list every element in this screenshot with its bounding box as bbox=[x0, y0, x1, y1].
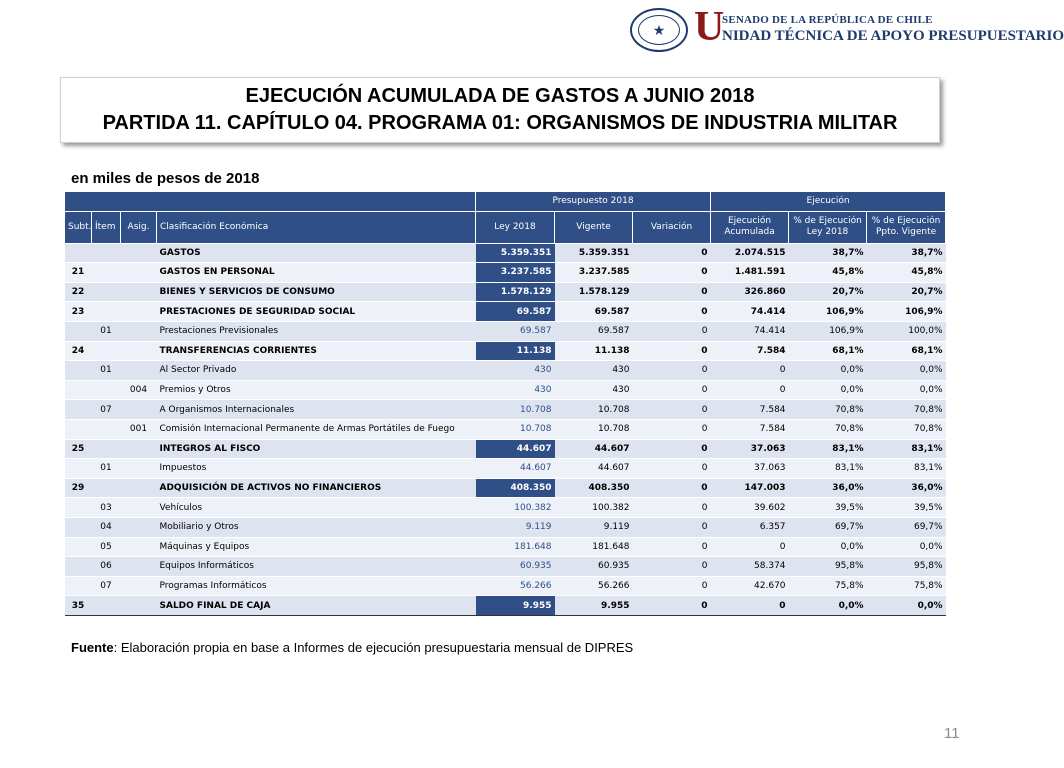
cell-pct-ley: 69,7% bbox=[789, 517, 867, 537]
cell-item bbox=[92, 596, 121, 616]
cell-pct-vigente: 83,1% bbox=[867, 459, 946, 479]
cell-subt bbox=[65, 557, 92, 577]
cell-pct-ley: 39,5% bbox=[789, 498, 867, 518]
cell-label: Comisión Internacional Permanente de Armas Portátiles de Fuego bbox=[157, 419, 476, 439]
cell-variacion: 0 bbox=[633, 439, 711, 459]
cell-subt bbox=[65, 400, 92, 420]
cell-asig bbox=[121, 361, 157, 381]
cell-label: TRANSFERENCIAS CORRIENTES bbox=[157, 341, 476, 361]
cell-ley: 1.578.129 bbox=[476, 282, 555, 302]
cell-pct-ley: 0,0% bbox=[789, 596, 867, 616]
cell-vigente: 100.382 bbox=[555, 498, 633, 518]
cell-vigente: 408.350 bbox=[555, 478, 633, 498]
cell-item: 01 bbox=[92, 321, 121, 341]
header-item: Ítem bbox=[92, 211, 121, 243]
cell-subt bbox=[65, 380, 92, 400]
cell-variacion: 0 bbox=[633, 517, 711, 537]
table-row bbox=[65, 419, 946, 439]
header-subt: Subt. bbox=[65, 211, 92, 243]
cell-subt: 21 bbox=[65, 263, 92, 283]
cell-subt bbox=[65, 321, 92, 341]
table-row bbox=[65, 341, 946, 361]
cell-item bbox=[92, 341, 121, 361]
table-row bbox=[65, 282, 946, 302]
cell-variacion: 0 bbox=[633, 282, 711, 302]
cell-vigente: 10.708 bbox=[555, 400, 633, 420]
cell-ejecucion: 0 bbox=[711, 596, 789, 616]
logo-initial: U bbox=[694, 4, 725, 50]
cell-variacion: 0 bbox=[633, 400, 711, 420]
cell-subt bbox=[65, 537, 92, 557]
star-icon: ★ bbox=[638, 15, 680, 45]
cell-vigente: 10.708 bbox=[555, 419, 633, 439]
cell-label: GASTOS EN PERSONAL bbox=[157, 263, 476, 283]
cell-ley: 9.955 bbox=[476, 596, 555, 616]
cell-ejecucion: 58.374 bbox=[711, 557, 789, 577]
table-row bbox=[65, 361, 946, 381]
cell-label: Máquinas y Equipos bbox=[157, 537, 476, 557]
cell-item bbox=[92, 243, 121, 263]
cell-item: 07 bbox=[92, 576, 121, 596]
cell-ley: 10.708 bbox=[476, 400, 555, 420]
cell-variacion: 0 bbox=[633, 341, 711, 361]
cell-item bbox=[92, 302, 121, 322]
table-row bbox=[65, 498, 946, 518]
header-ejecucion: Ejecución bbox=[711, 192, 946, 212]
cell-vigente: 9.955 bbox=[555, 596, 633, 616]
cell-subt: 35 bbox=[65, 596, 92, 616]
cell-pct-ley: 45,8% bbox=[789, 263, 867, 283]
cell-vigente: 44.607 bbox=[555, 439, 633, 459]
cell-item bbox=[92, 263, 121, 283]
cell-label: Impuestos bbox=[157, 459, 476, 479]
cell-vigente: 9.119 bbox=[555, 517, 633, 537]
cell-label: Prestaciones Previsionales bbox=[157, 321, 476, 341]
cell-ley: 181.648 bbox=[476, 537, 555, 557]
cell-variacion: 0 bbox=[633, 321, 711, 341]
cell-pct-vigente: 75,8% bbox=[867, 576, 946, 596]
cell-variacion: 0 bbox=[633, 302, 711, 322]
cell-ejecucion: 74.414 bbox=[711, 321, 789, 341]
cell-asig bbox=[121, 263, 157, 283]
cell-pct-vigente: 0,0% bbox=[867, 380, 946, 400]
table-row bbox=[65, 380, 946, 400]
cell-pct-vigente: 39,5% bbox=[867, 498, 946, 518]
cell-subt: 22 bbox=[65, 282, 92, 302]
logo-unit-text: NIDAD TÉCNICA DE APOYO PRESUPUESTARIO bbox=[722, 28, 1064, 44]
cell-ley: 60.935 bbox=[476, 557, 555, 577]
cell-asig bbox=[121, 243, 157, 263]
cell-pct-ley: 75,8% bbox=[789, 576, 867, 596]
cell-ejecucion: 0 bbox=[711, 380, 789, 400]
cell-ley: 69.587 bbox=[476, 321, 555, 341]
table-header-group-row bbox=[65, 192, 946, 212]
cell-vigente: 5.359.351 bbox=[555, 243, 633, 263]
cell-variacion: 0 bbox=[633, 243, 711, 263]
cell-variacion: 0 bbox=[633, 419, 711, 439]
cell-ejecucion: 39.602 bbox=[711, 498, 789, 518]
cell-subt: 23 bbox=[65, 302, 92, 322]
cell-ley: 100.382 bbox=[476, 498, 555, 518]
cell-pct-vigente: 0,0% bbox=[867, 361, 946, 381]
cell-item bbox=[92, 419, 121, 439]
cell-pct-ley: 20,7% bbox=[789, 282, 867, 302]
cell-asig bbox=[121, 498, 157, 518]
table-row bbox=[65, 459, 946, 479]
cell-asig bbox=[121, 537, 157, 557]
cell-asig bbox=[121, 478, 157, 498]
budget-table bbox=[64, 191, 946, 616]
cell-subt bbox=[65, 361, 92, 381]
cell-pct-vigente: 38,7% bbox=[867, 243, 946, 263]
header-pct-ley: % de Ejecución Ley 2018 bbox=[789, 211, 867, 243]
cell-variacion: 0 bbox=[633, 263, 711, 283]
cell-pct-vigente: 100,0% bbox=[867, 321, 946, 341]
cell-ejecucion: 7.584 bbox=[711, 400, 789, 420]
cell-variacion: 0 bbox=[633, 596, 711, 616]
title-line-2: PARTIDA 11. CAPÍTULO 04. PROGRAMA 01: ORGANISMOS DE INDUSTRIA MILITAR bbox=[102, 112, 898, 134]
cell-asig: 001 bbox=[121, 419, 157, 439]
source-label: Fuente bbox=[71, 640, 114, 655]
cell-subt: 24 bbox=[65, 341, 92, 361]
cell-item: 03 bbox=[92, 498, 121, 518]
table-row bbox=[65, 557, 946, 577]
table-row bbox=[65, 478, 946, 498]
cell-item bbox=[92, 439, 121, 459]
cell-item: 05 bbox=[92, 537, 121, 557]
cell-ley: 408.350 bbox=[476, 478, 555, 498]
cell-item: 01 bbox=[92, 361, 121, 381]
cell-ley: 3.237.585 bbox=[476, 263, 555, 283]
cell-pct-ley: 95,8% bbox=[789, 557, 867, 577]
cell-variacion: 0 bbox=[633, 557, 711, 577]
table-row bbox=[65, 576, 946, 596]
cell-vigente: 69.587 bbox=[555, 302, 633, 322]
cell-pct-ley: 38,7% bbox=[789, 243, 867, 263]
cell-vigente: 11.138 bbox=[555, 341, 633, 361]
cell-label: PRESTACIONES DE SEGURIDAD SOCIAL bbox=[157, 302, 476, 322]
cell-subt bbox=[65, 517, 92, 537]
cell-label: Al Sector Privado bbox=[157, 361, 476, 381]
cell-pct-vigente: 83,1% bbox=[867, 439, 946, 459]
cell-subt bbox=[65, 498, 92, 518]
cell-item bbox=[92, 380, 121, 400]
cell-vigente: 430 bbox=[555, 380, 633, 400]
cell-asig bbox=[121, 439, 157, 459]
cell-ejecucion: 0 bbox=[711, 361, 789, 381]
cell-vigente: 1.578.129 bbox=[555, 282, 633, 302]
cell-label: INTEGROS AL FISCO bbox=[157, 439, 476, 459]
header-clasificacion: Clasificación Económica bbox=[157, 211, 476, 243]
cell-pct-vigente: 95,8% bbox=[867, 557, 946, 577]
cell-vigente: 69.587 bbox=[555, 321, 633, 341]
cell-subt bbox=[65, 419, 92, 439]
header-asig: Asig. bbox=[121, 211, 157, 243]
cell-asig bbox=[121, 576, 157, 596]
cell-variacion: 0 bbox=[633, 537, 711, 557]
cell-pct-vigente: 69,7% bbox=[867, 517, 946, 537]
cell-pct-ley: 83,1% bbox=[789, 439, 867, 459]
cell-pct-ley: 70,8% bbox=[789, 400, 867, 420]
cell-asig bbox=[121, 517, 157, 537]
cell-pct-ley: 36,0% bbox=[789, 478, 867, 498]
table-header-row bbox=[65, 211, 946, 243]
cell-pct-vigente: 20,7% bbox=[867, 282, 946, 302]
table-row bbox=[65, 400, 946, 420]
cell-pct-ley: 83,1% bbox=[789, 459, 867, 479]
cell-label: Vehículos bbox=[157, 498, 476, 518]
header-pct-vigente: % de Ejecución Ppto. Vigente bbox=[867, 211, 946, 243]
cell-variacion: 0 bbox=[633, 380, 711, 400]
title-box bbox=[60, 77, 940, 143]
cell-label: Premios y Otros bbox=[157, 380, 476, 400]
cell-pct-ley: 106,9% bbox=[789, 321, 867, 341]
cell-ejecucion: 6.357 bbox=[711, 517, 789, 537]
table-row bbox=[65, 243, 946, 263]
source-note bbox=[71, 640, 633, 655]
table-row bbox=[65, 537, 946, 557]
cell-item: 04 bbox=[92, 517, 121, 537]
cell-subt: 25 bbox=[65, 439, 92, 459]
page-number: 11 bbox=[944, 725, 960, 742]
cell-ley: 430 bbox=[476, 361, 555, 381]
cell-pct-ley: 0,0% bbox=[789, 361, 867, 381]
header-variacion: Variación bbox=[633, 211, 711, 243]
cell-ley: 10.708 bbox=[476, 419, 555, 439]
senado-seal-logo bbox=[630, 8, 688, 52]
cell-ejecucion: 37.063 bbox=[711, 459, 789, 479]
source-text: : Elaboración propia en base a Informes de ejecución presupuestaria mensual de DIPRES bbox=[113, 640, 634, 655]
cell-vigente: 430 bbox=[555, 361, 633, 381]
table-row bbox=[65, 321, 946, 341]
cell-subt bbox=[65, 459, 92, 479]
header-ley: Ley 2018 bbox=[476, 211, 555, 243]
cell-asig: 004 bbox=[121, 380, 157, 400]
cell-variacion: 0 bbox=[633, 478, 711, 498]
cell-ley: 9.119 bbox=[476, 517, 555, 537]
cell-pct-ley: 70,8% bbox=[789, 419, 867, 439]
cell-variacion: 0 bbox=[633, 459, 711, 479]
cell-label: BIENES Y SERVICIOS DE CONSUMO bbox=[157, 282, 476, 302]
table-row bbox=[65, 517, 946, 537]
cell-ley: 44.607 bbox=[476, 439, 555, 459]
cell-variacion: 0 bbox=[633, 576, 711, 596]
cell-vigente: 60.935 bbox=[555, 557, 633, 577]
header-presupuesto: Presupuesto 2018 bbox=[476, 192, 711, 212]
cell-ejecucion: 7.584 bbox=[711, 341, 789, 361]
cell-asig bbox=[121, 321, 157, 341]
cell-ejecucion: 42.670 bbox=[711, 576, 789, 596]
cell-label: SALDO FINAL DE CAJA bbox=[157, 596, 476, 616]
cell-pct-vigente: 0,0% bbox=[867, 537, 946, 557]
cell-subt bbox=[65, 243, 92, 263]
cell-pct-vigente: 0,0% bbox=[867, 596, 946, 616]
cell-ley: 69.587 bbox=[476, 302, 555, 322]
cell-ley: 5.359.351 bbox=[476, 243, 555, 263]
cell-label: Programas Informáticos bbox=[157, 576, 476, 596]
cell-pct-vigente: 68,1% bbox=[867, 341, 946, 361]
cell-ejecucion: 326.860 bbox=[711, 282, 789, 302]
table-row bbox=[65, 439, 946, 459]
cell-vigente: 3.237.585 bbox=[555, 263, 633, 283]
cell-label: Equipos Informáticos bbox=[157, 557, 476, 577]
logo-senado-text: SENADO DE LA REPÚBLICA DE CHILE bbox=[722, 14, 933, 26]
cell-item bbox=[92, 282, 121, 302]
cell-label: A Organismos Internacionales bbox=[157, 400, 476, 420]
header-ejecucion-acumulada: Ejecución Acumulada bbox=[711, 211, 789, 243]
cell-item bbox=[92, 478, 121, 498]
cell-ley: 56.266 bbox=[476, 576, 555, 596]
cell-vigente: 181.648 bbox=[555, 537, 633, 557]
cell-vigente: 56.266 bbox=[555, 576, 633, 596]
cell-vigente: 44.607 bbox=[555, 459, 633, 479]
cell-item: 06 bbox=[92, 557, 121, 577]
table-row bbox=[65, 596, 946, 616]
cell-ejecucion: 7.584 bbox=[711, 419, 789, 439]
cell-pct-vigente: 106,9% bbox=[867, 302, 946, 322]
cell-pct-ley: 68,1% bbox=[789, 341, 867, 361]
units-caption: en miles de pesos de 2018 bbox=[71, 170, 260, 187]
cell-asig bbox=[121, 596, 157, 616]
header-blank bbox=[65, 192, 476, 212]
cell-pct-vigente: 70,8% bbox=[867, 419, 946, 439]
table-row bbox=[65, 263, 946, 283]
cell-ejecucion: 74.414 bbox=[711, 302, 789, 322]
cell-asig bbox=[121, 400, 157, 420]
cell-subt bbox=[65, 576, 92, 596]
cell-asig bbox=[121, 341, 157, 361]
cell-ley: 44.607 bbox=[476, 459, 555, 479]
cell-ejecucion: 1.481.591 bbox=[711, 263, 789, 283]
cell-asig bbox=[121, 302, 157, 322]
cell-label: ADQUISICIÓN DE ACTIVOS NO FINANCIEROS bbox=[157, 478, 476, 498]
cell-ejecucion: 37.063 bbox=[711, 439, 789, 459]
cell-ley: 430 bbox=[476, 380, 555, 400]
cell-ejecucion: 0 bbox=[711, 537, 789, 557]
table-row bbox=[65, 302, 946, 322]
title-line-1: EJECUCIÓN ACUMULADA DE GASTOS A JUNIO 2018 bbox=[245, 85, 755, 107]
cell-ejecucion: 2.074.515 bbox=[711, 243, 789, 263]
cell-pct-ley: 0,0% bbox=[789, 380, 867, 400]
cell-pct-ley: 106,9% bbox=[789, 302, 867, 322]
cell-item: 01 bbox=[92, 459, 121, 479]
cell-subt: 29 bbox=[65, 478, 92, 498]
cell-ley: 11.138 bbox=[476, 341, 555, 361]
cell-ejecucion: 147.003 bbox=[711, 478, 789, 498]
cell-pct-vigente: 45,8% bbox=[867, 263, 946, 283]
cell-variacion: 0 bbox=[633, 361, 711, 381]
cell-variacion: 0 bbox=[633, 498, 711, 518]
cell-item: 07 bbox=[92, 400, 121, 420]
cell-asig bbox=[121, 557, 157, 577]
cell-label: Mobiliario y Otros bbox=[157, 517, 476, 537]
cell-label: GASTOS bbox=[157, 243, 476, 263]
cell-pct-vigente: 36,0% bbox=[867, 478, 946, 498]
cell-asig bbox=[121, 459, 157, 479]
header-vigente: Vigente bbox=[555, 211, 633, 243]
cell-asig bbox=[121, 282, 157, 302]
cell-pct-ley: 0,0% bbox=[789, 537, 867, 557]
cell-pct-vigente: 70,8% bbox=[867, 400, 946, 420]
